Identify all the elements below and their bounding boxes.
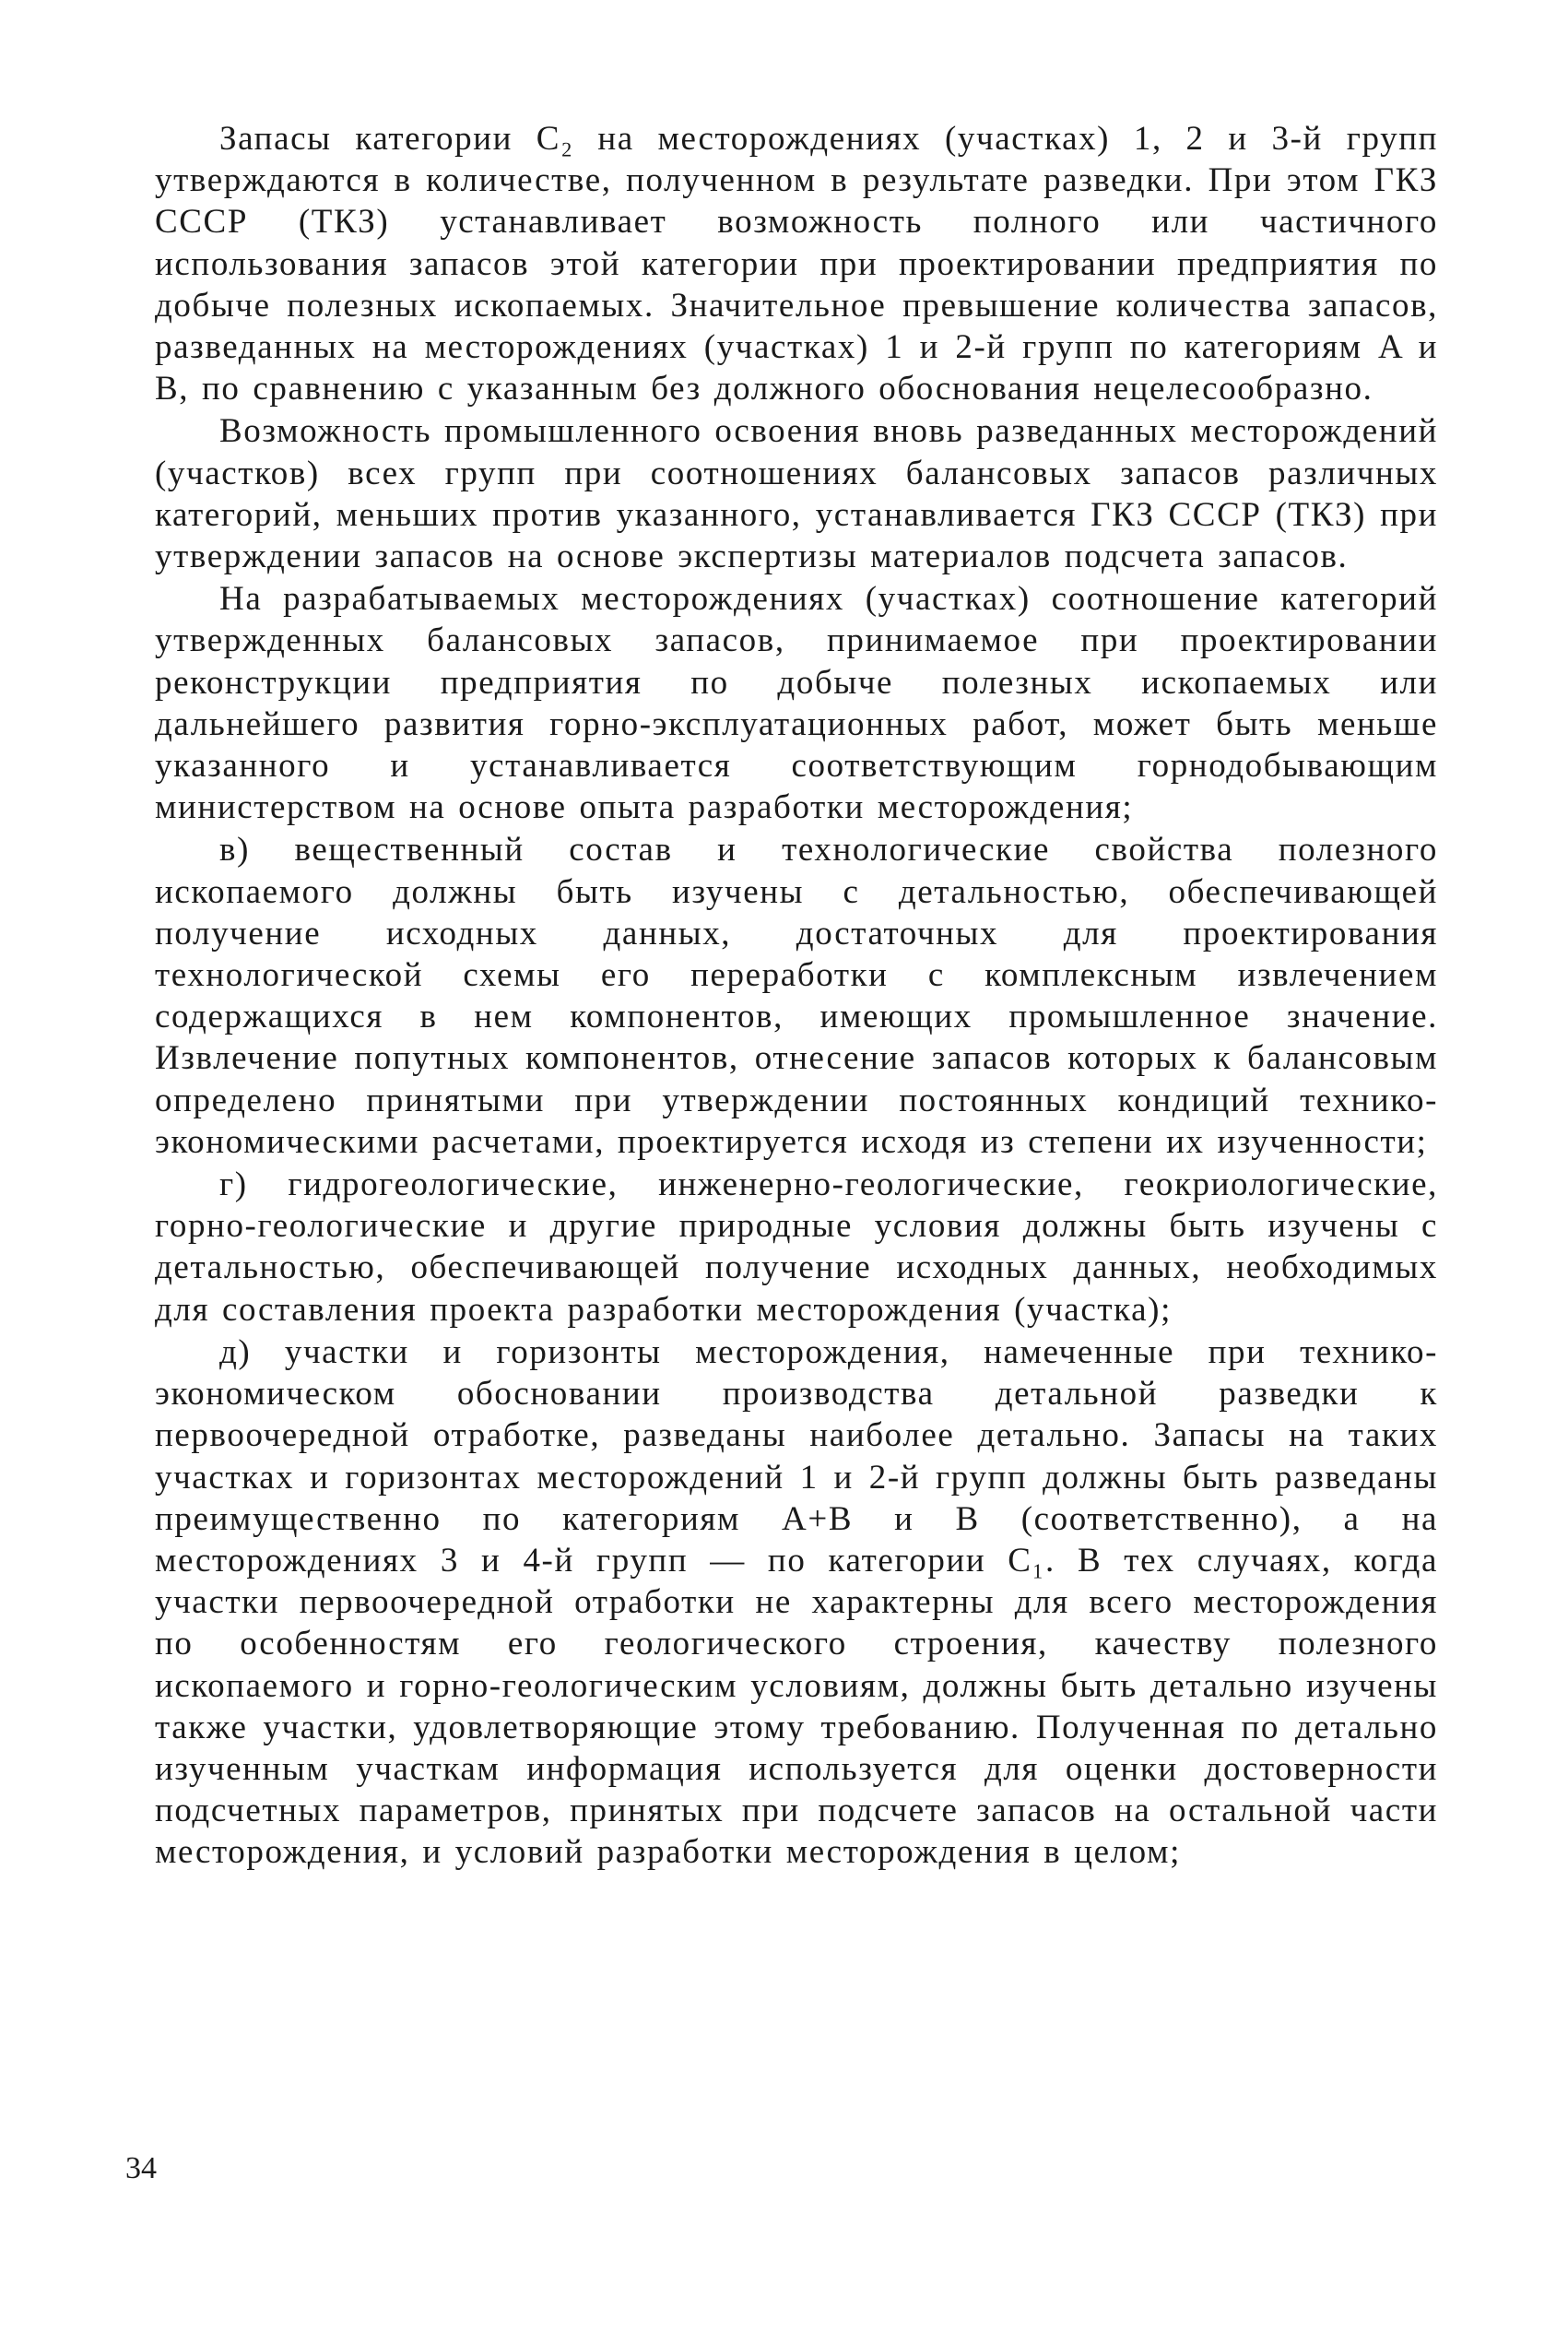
- paragraph-item-v: в) вещественный состав и технологические свойства полезного ископаемого должны быть изучены с детальностью, обеспечивающей получение исходных данных, достаточных для проектирования технологической схемы его переработки с комплексным извлечением содержащихся в нем компонентов, имеющих промышленное значение. Извлечение попутных компонентов, отнесение запасов которых к балансовым определено принятыми при утверждении постоянных кондиций технико-экономическими расчетами, проектируется исходя из степени их изученности;: [155, 831, 1438, 1161]
- paragraph-c2-reserves: Запасы категории C₂ на месторождениях (участках) 1, 2 и 3-й групп утверждаются в количестве, полученном в результате разведки. При этом ГКЗ СССР (ТКЗ) устанавливает возможность полного или частичного использования запасов этой категории при проектировании предприятия по добыче полезных ископаемых. Значительное превышение количества запасов, разведанных на месторождениях (участках) 1 и 2-й групп по категориям A и B, по сравнению с указанным без должного обоснования нецелесообразно.: [155, 120, 1438, 408]
- page-number: 34: [125, 2151, 157, 2185]
- paragraph-industrial-development: Возможность промышленного освоения вновь разведанных месторождений (участков) всех групп при соотношениях балансовых запасов различных категорий, меньших против указанного, устанавливается ГКЗ СССР (ТКЗ) при утверждении запасов на основе экспертизы материалов подсчета запасов.: [155, 412, 1438, 576]
- paragraph-item-d: д) участки и горизонты месторождения, намеченные при технико-экономическом обосновании производства детальной разведки к первоочередной отработке, разведаны наиболее детально. Запасы на таких участках и горизонтах месторождений 1 и 2-й групп должны быть разведаны преимущественно по категориям A+B и B (соответственно), а на месторождениях 3 и 4-й групп — по категории C₁. В тех случаях, когда участки первоочередной отработки не характерны для всего месторождения по особенностям его геологического строения, качеству полезного ископаемого и горно-геологическим условиям, должны быть детально изучены также участки, удовлетворяющие этому требованию. Полученная по детально изученным участкам информация используется для оценки достоверности подсчетных параметров, принятых при подсчете запасов на остальной части месторождения, и условий разработки месторождения в целом;: [155, 1332, 1438, 1872]
- page-body: [155, 118, 1438, 1874]
- paragraph-item-g: г) гидрогеологические, инженерно-геологические, геокриологические, горно-геологические и другие природные условия должны быть изучены с детальностью, обеспечивающей получение исходных данных, необходимых для составления проекта разработки месторождения (участка);: [155, 1166, 1438, 1329]
- paragraph-operating-deposits: На разрабатываемых месторождениях (участках) соотношение категорий утвержденных балансовых запасов, принимаемое при проектировании реконструкции предприятия по добыче полезных ископаемых или дальнейшего развития горно-эксплуатационных работ, может быть меньше указанного и устанавливается соответствующим горнодобывающим министерством на основе опыта разработки месторождения;: [155, 580, 1438, 827]
